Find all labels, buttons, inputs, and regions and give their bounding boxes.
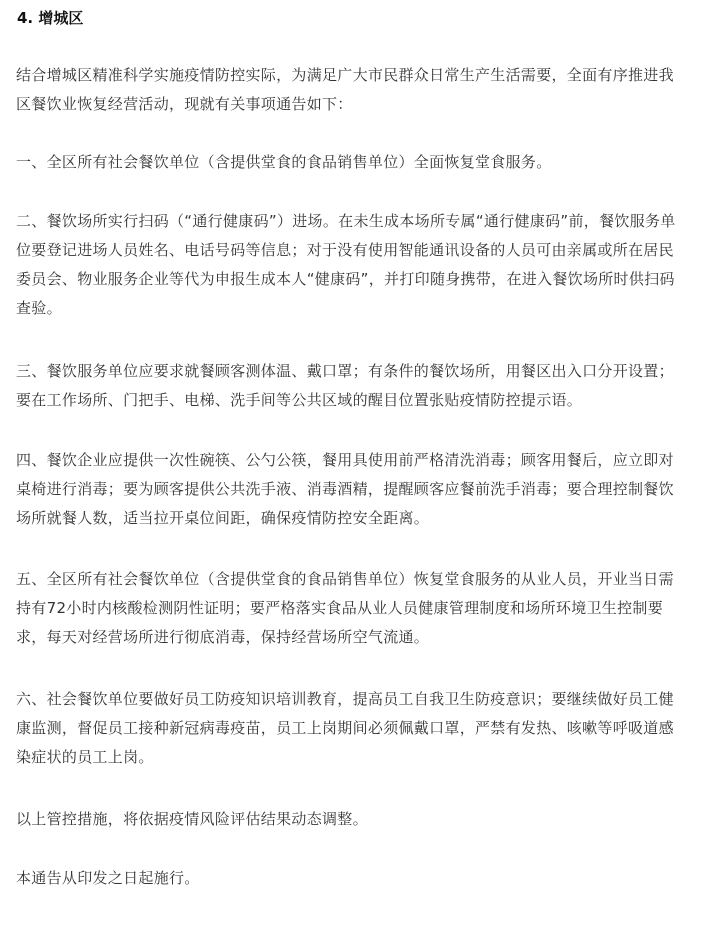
paragraph-closing-1 bbox=[0, 805, 703, 834]
paragraph-line: 一、全区所有社会餐饮单位（含提供堂食的食品销售单位）全面恢复堂食服务。 bbox=[16, 153, 552, 171]
paragraph-line: 本通告从印发之日起施行。 bbox=[16, 869, 200, 887]
paragraph-item-2 bbox=[0, 207, 703, 323]
paragraph-item-5 bbox=[0, 565, 703, 652]
paragraph-line: 结合增城区精准科学实施疫情防控实际，为满足广大市民群众日常生产生活需要，全面有序推进我 bbox=[16, 66, 674, 84]
paragraph-line: 位要登记进场人员姓名、电话号码等信息；对于没有使用智能通讯设备的人员可由亲属或所在居民 bbox=[16, 241, 674, 259]
paragraph-item-3 bbox=[0, 357, 703, 415]
paragraph-line: 以上管控措施，将依据疫情风险评估结果动态调整。 bbox=[16, 810, 368, 828]
paragraph-intro bbox=[0, 61, 703, 119]
paragraph-item-4 bbox=[0, 446, 703, 533]
paragraph-line: 三、餐饮服务单位应要求就餐顾客测体温、戴口罩；有条件的餐饮场所，用餐区出入口分开设置； bbox=[16, 362, 674, 380]
paragraph-line: 区餐饮业恢复经营活动，现就有关事项通告如下： bbox=[16, 95, 353, 113]
paragraph-line: 查验。 bbox=[16, 299, 62, 317]
paragraph-line: 六、社会餐饮单位要做好员工防疫知识培训教育，提高员工自我卫生防疫意识；要继续做好员工健 bbox=[16, 690, 674, 708]
paragraph-closing-2 bbox=[0, 864, 703, 893]
paragraph-line: 四、餐饮企业应提供一次性碗筷、公勺公筷，餐用具使用前严格清洗消毒；顾客用餐后，应立即对 bbox=[16, 451, 674, 469]
section-title: 4. 增城区 bbox=[17, 9, 84, 27]
paragraph-line: 染症状的员工上岗。 bbox=[16, 748, 154, 766]
paragraph-line: 五、全区所有社会餐饮单位（含提供堂食的食品销售单位）恢复堂食服务的从业人员，开业当日需 bbox=[16, 570, 674, 588]
paragraph-line: 委员会、物业服务企业等代为申报生成本人“健康码”，并打印随身携带，在进入餐饮场所时供扫码 bbox=[16, 270, 675, 288]
paragraph-line: 二、餐饮场所实行扫码（“通行健康码”）进场。在未生成本场所专属“通行健康码”前，餐饮服务单 bbox=[16, 212, 676, 230]
paragraph-item-1 bbox=[0, 148, 703, 177]
paragraph-item-6 bbox=[0, 685, 703, 772]
paragraph-line: 桌椅进行消毒；要为顾客提供公共洗手液、消毒酒精，提醒顾客应餐前洗手消毒；要合理控制餐饮 bbox=[16, 480, 674, 498]
paragraph-line: 场所就餐人数，适当拉开桌位间距，确保疫情防控安全距离。 bbox=[16, 509, 430, 527]
paragraph-line: 持有72小时内核酸检测阴性证明；要严格落实食品从业人员健康管理制度和场所环境卫生控制要 bbox=[16, 599, 663, 617]
paragraph-line: 求，每天对经营场所进行彻底消毒，保持经营场所空气流通。 bbox=[16, 628, 430, 646]
paragraph-line: 要在工作场所、门把手、电梯、洗手间等公共区域的醒目位置张贴疫情防控提示语。 bbox=[16, 391, 583, 409]
paragraph-line: 康监测，督促员工接种新冠病毒疫苗，员工上岗期间必须佩戴口罩，严禁有发热、咳嗽等呼吸道感 bbox=[16, 719, 674, 737]
